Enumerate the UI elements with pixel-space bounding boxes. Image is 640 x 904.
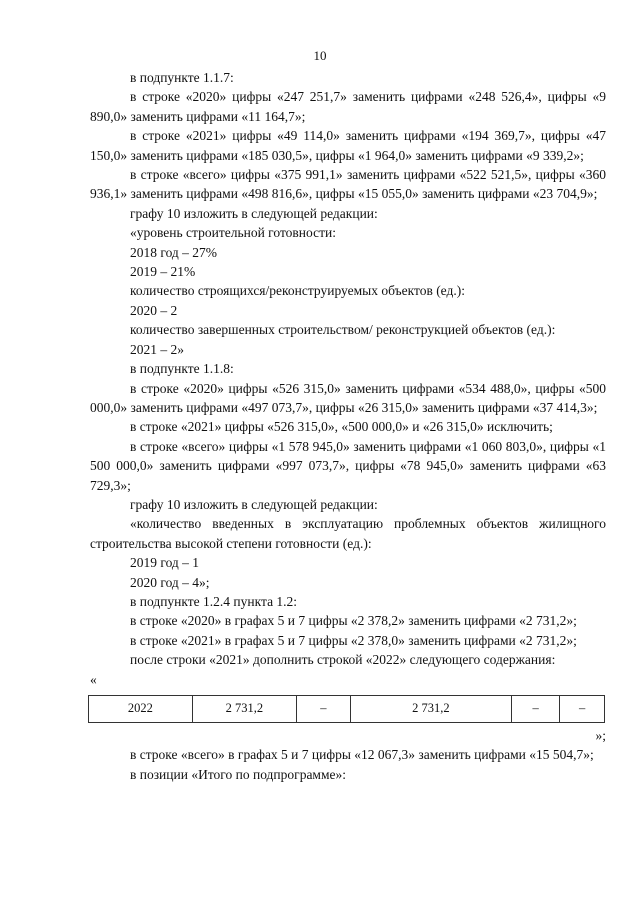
page-number: 10 <box>313 48 327 63</box>
paragraph: графу 10 изложить в следующей редакции: <box>130 496 378 512</box>
paragraph-block-2 <box>90 745 606 784</box>
paragraph: графу 10 изложить в следующей редакции: <box>130 205 378 221</box>
paragraph: в позиции «Итого по подпрограмме»: <box>130 766 347 782</box>
paragraph: 2021 – 2» <box>130 341 184 357</box>
table-cell: – <box>296 696 350 723</box>
paragraph: 2019 год – 1 <box>130 555 200 571</box>
table-cell: – <box>511 696 559 723</box>
inserted-row-table <box>88 695 605 723</box>
close-quote: »; <box>595 728 606 743</box>
table-cell: 2 731,2 <box>350 696 511 723</box>
paragraph: количество завершенных строительством/ реконструкцией объектов (ед.): <box>130 322 556 338</box>
paragraph: в подпункте 1.1.7: <box>130 70 234 85</box>
paragraph: 2018 год – 27% <box>130 244 218 260</box>
paragraph: в строке «2021» цифры «49 114,0» заменить цифрами «194 369,7», цифры «47 150,0» заменить цифрами «185 030,5», цифры «1 964,0» заменить цифрами «9 339,2»; <box>90 128 606 163</box>
paragraph: после строки «2021» дополнить строкой «2022» следующего содержания: <box>130 652 556 668</box>
paragraph: в подпункте 1.2.4 пункта 1.2: <box>130 593 298 609</box>
paragraph: в строке «всего» цифры «1 578 945,0» заменить цифрами «1 060 803,0», цифры «1 500 000,0» заменить цифрами «997 073,7», цифры «78 945,0» заменить цифрами «63 729,3»; <box>90 438 606 493</box>
paragraph: 2019 – 21% <box>130 264 196 280</box>
paragraph-block-1 <box>90 68 606 670</box>
paragraph: «уровень строительной готовности: <box>130 225 336 241</box>
paragraph: в строке «2021» цифры «526 315,0», «500 000,0» и «26 315,0» исключить; <box>130 419 553 435</box>
paragraph: «количество введенных в эксплуатацию проблемных объектов жилищного строительства высокой степени готовности (ед.): <box>90 516 606 551</box>
paragraph: 2020 год – 4»; <box>130 574 210 590</box>
table-cell-year: 2022 <box>89 696 193 723</box>
paragraph: в строке «2021» в графах 5 и 7 цифры «2 378,0» заменить цифрами «2 731,2»; <box>130 632 577 648</box>
paragraph: в строке «2020» цифры «526 315,0» заменить цифрами «534 488,0», цифры «500 000,0» заменить цифрами «497 073,7», цифры «26 315,0» заменить цифрами «37 414,3»; <box>90 380 606 415</box>
paragraph: в строке «всего» в графах 5 и 7 цифры «12 067,3» заменить цифрами «15 504,7»; <box>130 747 594 763</box>
table-cell: 2 731,2 <box>192 696 296 723</box>
paragraph: в подпункте 1.1.8: <box>130 361 234 377</box>
document-body <box>90 68 606 784</box>
paragraph: в строке «2020» цифры «247 251,7» заменить цифрами «248 526,4», цифры «9 890,0» заменить цифрами «11 164,7»; <box>90 89 606 124</box>
open-quote: « <box>90 671 97 687</box>
table-cell: – <box>560 696 605 723</box>
paragraph: количество строящихся/реконструируемых объектов (ед.): <box>130 283 465 299</box>
paragraph: 2020 – 2 <box>130 302 178 318</box>
paragraph: в строке «всего» цифры «375 991,1» заменить цифрами «522 521,5», цифры «360 936,1» заменить цифрами «498 816,6», цифры «15 055,0» заменить цифрами «23 704,9»; <box>90 167 606 202</box>
paragraph: в строке «2020» в графах 5 и 7 цифры «2 378,2» заменить цифрами «2 731,2»; <box>130 613 577 629</box>
table-row <box>89 696 605 723</box>
